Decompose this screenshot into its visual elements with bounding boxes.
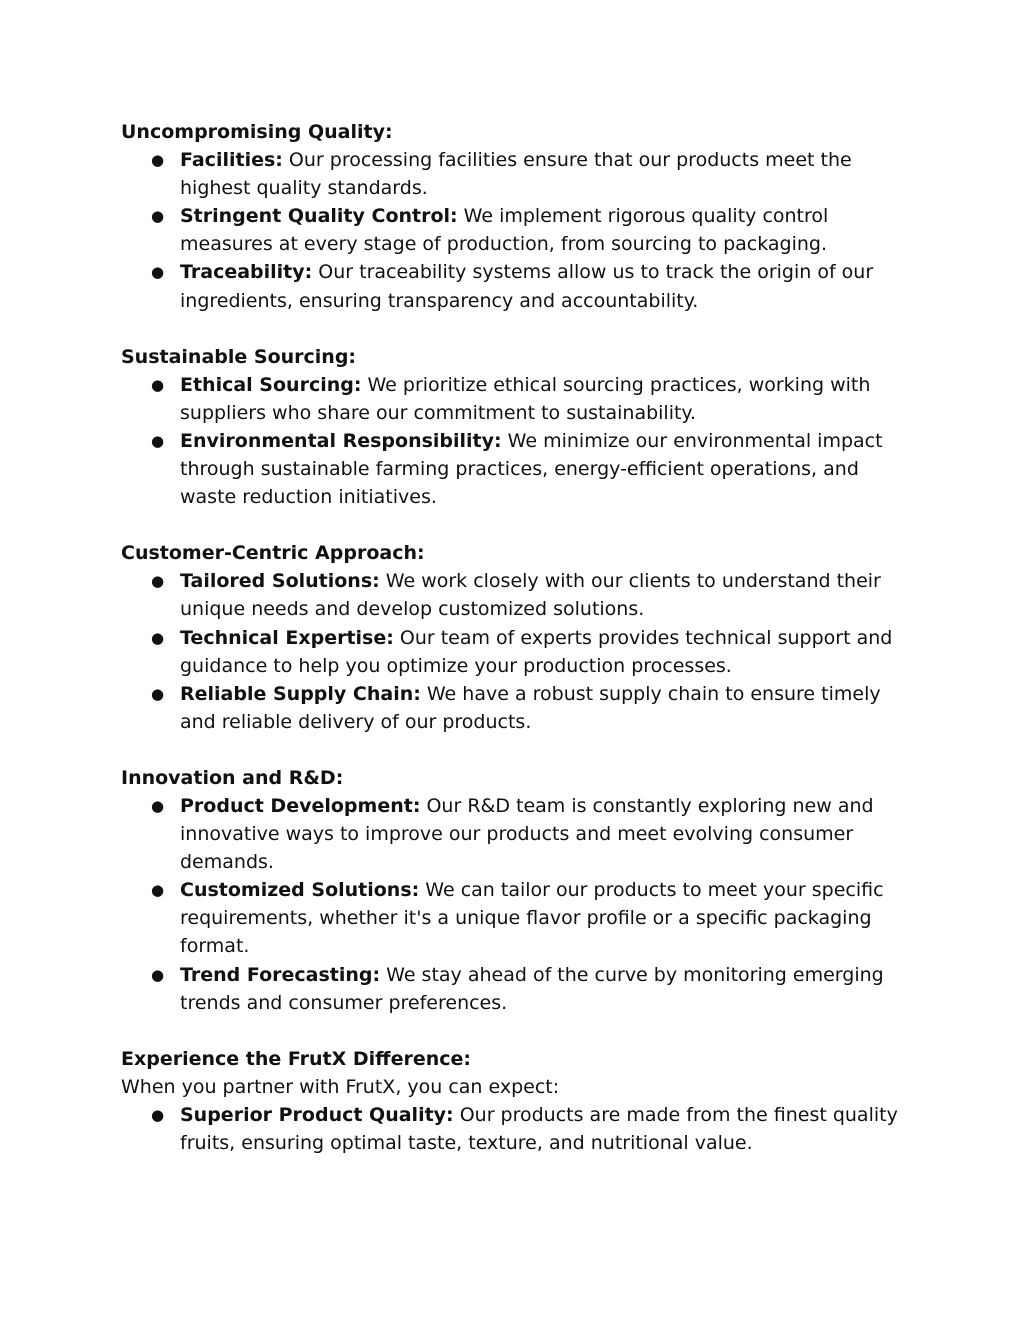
bullet-list	[121, 1101, 911, 1157]
item-term: Environmental Responsibility:	[180, 429, 502, 452]
bullet-icon: ●	[151, 796, 165, 815]
item-term: Traceability:	[180, 261, 313, 284]
item-term: Customized Solutions:	[180, 879, 420, 902]
bullet-list	[121, 371, 911, 511]
section-uncompromising-quality	[121, 118, 911, 315]
item-text: Our R&D team is constantly exploring new and innovative ways to improve our products and meet evolving consumer demands.	[180, 794, 874, 874]
section-heading: Customer-Centric Approach:	[121, 542, 425, 565]
item-text: Our traceability systems allow us to track the origin of our ingredients, ensuring transparency and accountability.	[180, 261, 874, 312]
bullet-icon: ●	[151, 628, 165, 647]
section-heading: Innovation and R&D:	[121, 766, 344, 789]
item-text: We can tailor our products to meet your specific requirements, whether it's a unique flavor profile or a specific packaging format.	[180, 879, 884, 958]
list-item	[121, 1101, 911, 1157]
item-term: Technical Expertise:	[180, 626, 394, 649]
section-intro: When you partner with FrutX, you can expect:	[121, 1075, 560, 1098]
item-term: Tailored Solutions:	[180, 570, 380, 593]
bullet-icon: ●	[151, 572, 165, 591]
item-term: Trend Forecasting:	[180, 963, 381, 986]
item-text: We implement rigorous quality control measures at every stage of production, from sourcing to packaging.	[180, 205, 829, 256]
item-term: Facilities:	[180, 149, 283, 172]
bullet-list	[121, 567, 911, 736]
list-item	[121, 146, 911, 202]
bullet-icon: ●	[151, 965, 165, 984]
list-item	[121, 961, 911, 1017]
item-text: We prioritize ethical sourcing practices, working with suppliers who share our commitment to sustainability.	[180, 373, 871, 424]
section-sustainable-sourcing	[121, 343, 911, 512]
item-text: We work closely with our clients to understand their unique needs and develop customized solutions.	[180, 570, 881, 621]
bullet-list	[121, 792, 911, 1017]
item-text: We have a robust supply chain to ensure timely and reliable delivery of our products.	[180, 682, 881, 733]
list-item	[121, 624, 911, 680]
item-term: Product Development:	[180, 794, 421, 817]
list-item	[121, 792, 911, 876]
bullet-list	[121, 146, 911, 315]
item-text: Our team of experts provides technical support and guidance to help you optimize your production processes.	[180, 626, 893, 677]
document-page	[121, 118, 911, 1157]
section-heading: Uncompromising Quality:	[121, 121, 393, 143]
section-customer-centric-approach	[121, 539, 911, 736]
bullet-icon: ●	[151, 375, 165, 394]
bullet-icon: ●	[151, 684, 165, 703]
section-heading: Experience the FrutX Difference:	[121, 1047, 471, 1070]
item-term: Ethical Sourcing:	[180, 373, 362, 396]
bullet-icon: ●	[151, 151, 165, 170]
bullet-icon: ●	[151, 207, 165, 226]
item-term: Reliable Supply Chain:	[180, 682, 421, 705]
list-item	[121, 427, 911, 511]
list-item	[121, 680, 911, 736]
section-heading: Sustainable Sourcing:	[121, 345, 357, 368]
item-text: We minimize our environmental impact through sustainable farming practices, energy-efficient operations, and waste reduction initiatives.	[180, 429, 883, 509]
list-item	[121, 876, 911, 960]
list-item	[121, 202, 911, 258]
bullet-icon: ●	[151, 431, 165, 450]
section-experience-frutx-difference	[121, 1045, 911, 1157]
item-term: Stringent Quality Control:	[180, 205, 458, 228]
list-item	[121, 258, 911, 314]
bullet-icon: ●	[151, 881, 165, 900]
item-term: Superior Product Quality:	[180, 1103, 454, 1126]
bullet-icon: ●	[151, 263, 165, 282]
item-text: Our processing facilities ensure that our products meet the highest quality standards.	[180, 149, 852, 200]
item-text: Our products are made from the finest quality fruits, ensuring optimal taste, texture, and nutritional value.	[180, 1103, 898, 1154]
item-text: We stay ahead of the curve by monitoring emerging trends and consumer preferences.	[180, 963, 884, 1014]
bullet-icon: ●	[151, 1105, 165, 1124]
section-innovation-rd	[121, 764, 911, 1017]
list-item	[121, 567, 911, 623]
list-item	[121, 371, 911, 427]
